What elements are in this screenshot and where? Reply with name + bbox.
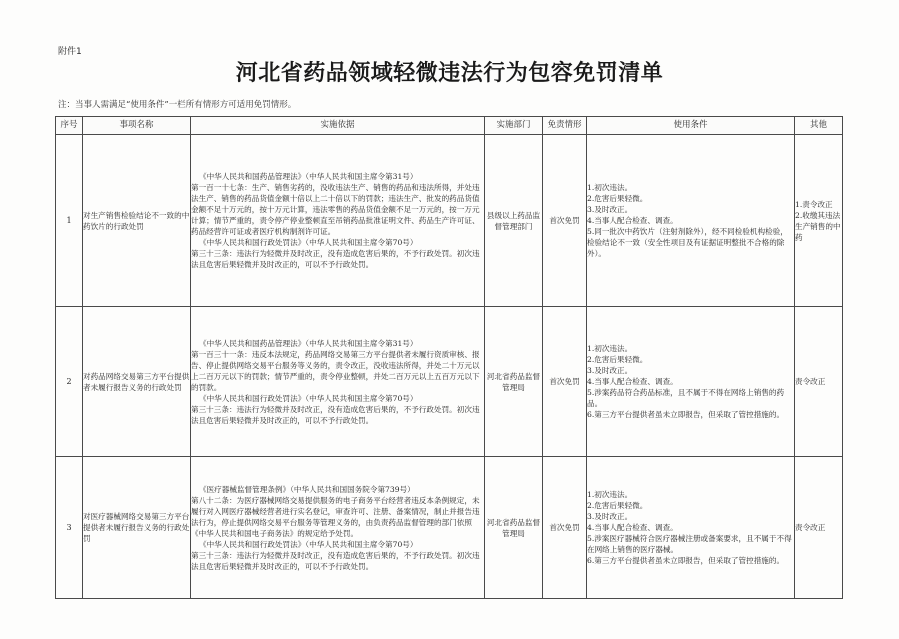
usage-conditions [587,307,795,457]
row-number: 2 [56,307,83,457]
condition-item: 1.初次违法。 [587,490,633,499]
header-cell: 序号 [56,117,83,135]
row-number: 1 [56,135,83,307]
condition-item: 5.涉案医疗器械符合医疗器械注册或备案要求，且不属于不得在网络上销售的医疗器械。 [587,534,792,554]
condition-item: 6.第三方平台提供者虽未立即报告，但采取了管控措施的。 [587,556,785,565]
header-cell: 事项名称 [83,117,191,135]
condition-item: 5.同一批次中药饮片（注射剂除外），经不同检验机构检验，检验结论不一致（安全性项目及有证据证明整批不合格的除外）。 [587,227,788,258]
implementation-basis [191,307,485,457]
implementation-basis [191,135,485,307]
usage-conditions [587,135,795,307]
page-title: 河北省药品领域轻微违法行为包容免罚清单 [235,60,664,86]
law-article: 第一百一十七条：生产、销售劣药的，没收违法生产、销售的药品和违法所得，并处违法生产、销售的药品货值金额十倍以上二十倍以下的罚款；违法生产、批发的药品货值金额不足十万元的，按十万元计算，违法零售的药品货值金额不足一万元的，按一万元计算；情节严重的，责令停产停业整顿直至吊销药品批准证明文件、药品生产许可证、药品经营许可证或者医疗机构制剂许可证。 [191,183,480,236]
law-article: 第三十三条：违法行为轻微并及时改正，没有造成危害后果的，不予行政处罚。初次违法且危害后果轻微并及时改正的，可以不予行政处罚。 [191,249,480,269]
table-row [56,307,843,457]
law-title: 《中华人民共和国行政处罚法》（中华人民共和国主席令第70号） [199,238,418,247]
law-title: 《医疗器械监督管理条例》（中华人民共和国国务院令第739号） [199,484,415,494]
law-article: 第八十二条：为医疗器械网络交易提供服务的电子商务平台经营者违反本条例规定，未履行对入网医疗器械经营者进行实名登记，审查许可、注册、备案情况，制止并报告违法行为，停止提供网络交易平台服务等管理义务的，由负责药品监督管理的部门依照《中华人民共和国电子商务法》的规定给予处罚。 [191,495,480,538]
usage-note: 注：当事人需满足“使用条件”一栏所有情形方可适用免罚情形。 [58,100,297,110]
implementing-department: 县级以上药品监督管理部门 [485,135,543,307]
condition-item: 2.危害后果轻微。 [587,194,648,203]
condition-item: 1.初次违法。 [587,344,633,353]
law-title: 《中华人民共和国药品管理法》（中华人民共和国主席令第31号） [199,338,418,348]
penalty-exemption-table [55,116,843,599]
item-name: 对生产销售检验结论不一致的中药饮片的行政处罚 [83,135,191,307]
condition-item: 6.第三方平台提供者虽未立即报告，但采取了管控措施的。 [587,410,785,419]
implementing-department: 河北省药品监督管理局 [485,307,543,457]
exemption-type: 首次免罚 [543,457,587,599]
condition-item: 3.及时改正。 [587,366,633,375]
header-cell: 其他 [795,117,843,135]
item-name: 对医疗器械网络交易第三方平台提供者未履行报告义务的行政处罚 [83,457,191,599]
law-title: 《中华人民共和国药品管理法》（中华人民共和国主席令第31号） [199,172,418,181]
table-row [56,457,843,599]
condition-item: 2.危害后果轻微。 [587,501,648,510]
attachment-label: 附件1 [58,47,82,57]
condition-item: 4.当事人配合检查、调查。 [587,523,678,532]
header-cell: 实施依据 [191,117,485,135]
condition-item: 1.初次违法。 [587,183,633,192]
other-notes: 责令改正 [795,457,843,599]
header-cell: 实施部门 [485,117,543,135]
law-article: 第三十三条：违法行为轻微并及时改正，没有造成危害后果的，不予行政处罚。初次违法且危害后果轻微并及时改正的，可以不予行政处罚。 [191,550,480,571]
condition-item: 4.当事人配合检查、调查。 [587,377,678,386]
law-article: 第一百三十一条：违反本法规定，药品网络交易第三方平台提供者未履行资质审核、报告、停止提供网络交易平台服务等义务的，责令改正，没收违法所得，并处二十万元以上二百万元以下的罚款；情节严重的，责令停业整顿，并处二百万元以上五百万元以下的罚款。 [191,349,480,392]
item-name: 对药品网络交易第三方平台提供者未履行报告义务的行政处罚 [83,307,191,457]
condition-item: 4.当事人配合检查、调查。 [587,216,678,225]
header-cell: 免责情形 [543,117,587,135]
condition-item: 3.及时改正。 [587,205,633,214]
condition-item: 3.及时改正。 [587,512,633,521]
row-number: 3 [56,457,83,599]
other-notes: 1.责令改正 2.收缴其违法生产销售的中药 [795,135,843,307]
condition-item: 2.危害后果轻微。 [587,355,648,364]
law-title: 《中华人民共和国行政处罚法》（中华人民共和国主席令第70号） [199,539,418,549]
implementing-department: 河北省药品监督管理局 [485,457,543,599]
header-cell: 使用条件 [587,117,795,135]
table-row [56,135,843,307]
law-title: 《中华人民共和国行政处罚法》（中华人民共和国主席令第70号） [199,393,418,403]
condition-item: 5.涉案药品符合药品标准，且不属于不得在网络上销售的药品。 [587,388,785,408]
law-article: 第三十三条：违法行为轻微并及时改正，没有造成危害后果的，不予行政处罚。初次违法且危害后果轻微并及时改正的，可以不予行政处罚。 [191,404,480,425]
table-header-row [56,117,843,135]
usage-conditions [587,457,795,599]
exemption-type: 首次免罚 [543,307,587,457]
other-notes: 责令改正 [795,307,843,457]
implementation-basis [191,457,485,599]
exemption-type: 首次免罚 [543,135,587,307]
